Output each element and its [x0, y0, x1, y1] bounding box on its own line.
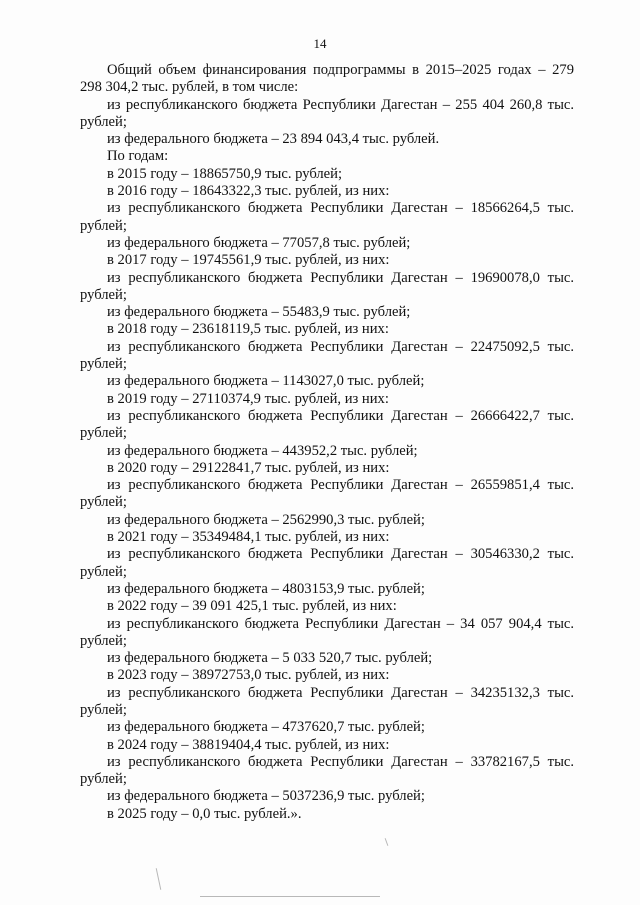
paragraph: из федерального бюджета – 23 894 043,4 тыс. рублей.	[107, 131, 440, 148]
paragraph: из республиканского бюджета Республики Дагестан – 34235132,3 тыс. рублей;	[80, 684, 574, 718]
paragraph: в 2022 году – 39 091 425,1 тыс. рублей, из них:	[107, 598, 397, 615]
paragraph: из федерального бюджета – 443952,2 тыс. рублей;	[107, 442, 418, 459]
paragraph: в 2019 году – 27110374,9 тыс. рублей, из них:	[107, 390, 389, 407]
scan-artifact	[156, 868, 162, 890]
paragraph: Общий объем финансирования подпрограммы в 2015–2025 годах – 279 298 304,2 тыс. рублей, в том числе:	[80, 62, 574, 96]
paragraph: в 2025 году – 0,0 тыс. рублей.».	[107, 805, 302, 822]
paragraph: из республиканского бюджета Республики Дагестан – 34 057 904,4 тыс. рублей;	[80, 615, 574, 649]
paragraph: из республиканского бюджета Республики Дагестан – 19690078,0 тыс. рублей;	[80, 269, 574, 303]
paragraph: в 2020 году – 29122841,7 тыс. рублей, из них:	[107, 459, 390, 476]
paragraph: в 2015 году – 18865750,9 тыс. рублей;	[107, 165, 343, 182]
page-number: 14	[313, 36, 327, 51]
paragraph: из республиканского бюджета Республики Дагестан – 255 404 260,8 тыс. рублей;	[80, 96, 574, 130]
paragraph: в 2021 году – 35349484,1 тыс. рублей, из них:	[107, 529, 390, 546]
paragraph: из федерального бюджета – 2562990,3 тыс. рублей;	[107, 511, 425, 528]
paragraph: из федерального бюджета – 5 033 520,7 тыс. рублей;	[107, 650, 433, 667]
paragraph: из республиканского бюджета Республики Дагестан – 18566264,5 тыс. рублей;	[80, 200, 574, 234]
paragraph: из республиканского бюджета Республики Дагестан – 22475092,5 тыс. рублей;	[80, 338, 574, 373]
paragraph: в 2017 году – 19745561,9 тыс. рублей, из них:	[107, 252, 390, 269]
scan-artifact	[200, 896, 380, 897]
paragraph: из республиканского бюджета Республики Дагестан – 26666422,7 тыс. рублей;	[80, 407, 574, 442]
paragraph: из республиканского бюджета Республики Дагестан – 26559851,4 тыс. рублей;	[80, 477, 574, 511]
scan-artifact	[385, 838, 389, 846]
paragraph: из федерального бюджета – 77057,8 тыс. рублей;	[107, 234, 411, 251]
paragraph: из республиканского бюджета Республики Дагестан – 30546330,2 тыс. рублей;	[80, 546, 574, 580]
paragraph: в 2018 году – 23618119,5 тыс. рублей, из них:	[107, 321, 389, 338]
paragraph: из федерального бюджета – 1143027,0 тыс. рублей;	[107, 373, 425, 390]
paragraph: из федерального бюджета – 55483,9 тыс. рублей;	[107, 304, 411, 321]
document-body	[80, 62, 574, 823]
paragraph: из республиканского бюджета Республики Дагестан – 33782167,5 тыс. рублей;	[80, 753, 574, 788]
paragraph: из федерального бюджета – 4803153,9 тыс. рублей;	[107, 580, 425, 597]
paragraph: в 2024 году – 38819404,4 тыс. рублей, из них:	[107, 736, 390, 753]
paragraph: из федерального бюджета – 4737620,7 тыс. рублей;	[107, 719, 425, 736]
paragraph: По годам:	[107, 148, 169, 165]
paragraph: из федерального бюджета – 5037236,9 тыс. рублей;	[107, 788, 425, 805]
paragraph: в 2023 году – 38972753,0 тыс. рублей, из них:	[107, 667, 390, 684]
paragraph: в 2016 году – 18643322,3 тыс. рублей, из них:	[107, 183, 390, 200]
